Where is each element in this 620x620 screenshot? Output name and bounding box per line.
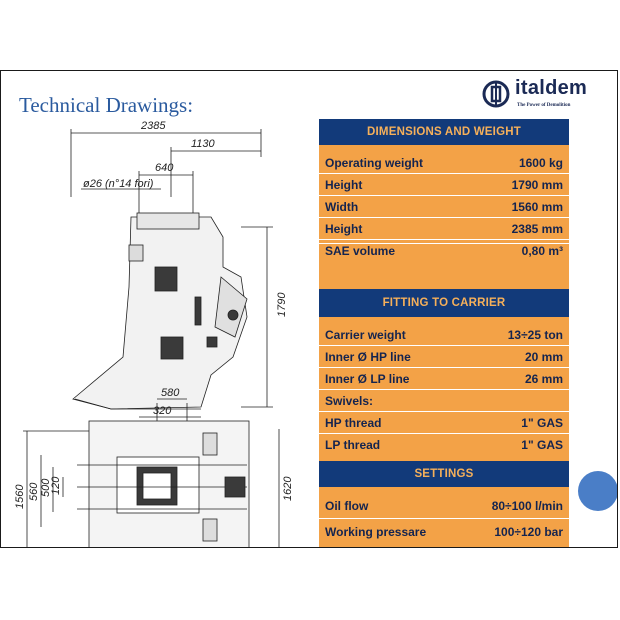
spec-row-height bbox=[319, 175, 569, 196]
spec-label: Width bbox=[325, 200, 359, 214]
spec-value: 26 mm bbox=[524, 372, 563, 386]
spec-label: HP thread bbox=[325, 416, 382, 430]
spec-row-working-pressure bbox=[319, 519, 569, 545]
spec-row-swivels bbox=[319, 391, 569, 412]
spec-value: 13÷25 ton bbox=[507, 328, 563, 342]
technical-drawing bbox=[11, 117, 311, 548]
spec-label: Working pressare bbox=[325, 525, 427, 539]
spec-value: 1" GAS bbox=[521, 438, 563, 452]
spec-row-height-2 bbox=[319, 219, 569, 240]
spec-label: Swivels: bbox=[325, 394, 374, 408]
spec-row-lp-line bbox=[319, 369, 569, 390]
spec-value: 1600 kg bbox=[518, 156, 563, 170]
dim-overall-width: 2385 bbox=[141, 120, 166, 132]
spec-label: Inner Ø LP line bbox=[325, 372, 410, 386]
spec-label: Inner Ø HP line bbox=[325, 350, 411, 364]
spec-row-carrier-weight bbox=[319, 325, 569, 346]
spec-row-hp-thread bbox=[319, 413, 569, 434]
spec-label: Operating weight bbox=[325, 156, 424, 170]
spec-value: 80÷100 l/min bbox=[491, 499, 563, 513]
spec-row-operating-weight bbox=[319, 153, 569, 174]
dim-height: 1790 bbox=[276, 292, 288, 317]
spec-label: Oil flow bbox=[325, 499, 369, 513]
spec-label: Carrier weight bbox=[325, 328, 406, 342]
spec-row-lp-thread bbox=[319, 435, 569, 456]
dim-side-height: 1620 bbox=[282, 476, 294, 501]
dim-width-500: 500 bbox=[40, 478, 52, 497]
slide-title: Technical Drawings: bbox=[19, 93, 194, 117]
spec-value: 2385 mm bbox=[511, 222, 563, 236]
decorative-circle bbox=[578, 471, 618, 511]
spec-value: 1790 mm bbox=[511, 178, 563, 192]
dim-jaw-width: 580 bbox=[161, 387, 180, 399]
dim-total-width: 1560 bbox=[14, 484, 26, 509]
spec-value: 20 mm bbox=[524, 350, 563, 364]
spec-row-width bbox=[319, 197, 569, 218]
spec-value: 100÷120 bar bbox=[494, 525, 563, 539]
dim-mount-width: 640 bbox=[155, 162, 174, 174]
spec-label: SAE volume bbox=[325, 244, 396, 258]
fitting-heading: FITTING TO CARRIER bbox=[319, 289, 569, 317]
dimensions-heading: DIMENSIONS AND WEIGHT bbox=[319, 119, 569, 145]
spec-label: Height bbox=[325, 178, 363, 192]
settings-heading: SETTINGS bbox=[319, 461, 569, 487]
spec-value: 1560 mm bbox=[511, 200, 563, 214]
slide bbox=[0, 70, 618, 548]
spec-row-hp-line bbox=[319, 347, 569, 368]
spec-label: LP thread bbox=[325, 438, 381, 452]
dim-holes-note: ø26 (n°14 fori) bbox=[83, 178, 154, 190]
logo-tagline: The Power of Demolition bbox=[517, 103, 571, 108]
spec-label: Height bbox=[325, 222, 363, 236]
dim-width-120: 120 bbox=[50, 476, 62, 495]
logo-mark-icon bbox=[481, 79, 511, 109]
spec-row-sae-volume bbox=[319, 241, 569, 262]
dim-bolt-spacing: 320 bbox=[153, 405, 172, 417]
spec-row-oil-flow bbox=[319, 493, 569, 519]
dim-arm-offset: 1130 bbox=[191, 138, 215, 150]
brand-logo bbox=[477, 77, 613, 117]
spec-value: 0,80 m³ bbox=[521, 244, 563, 258]
dim-width-560: 560 bbox=[28, 482, 40, 501]
spec-panel bbox=[319, 119, 569, 548]
spec-value: 1" GAS bbox=[521, 416, 563, 430]
logo-brand-text: italdem bbox=[515, 77, 588, 99]
